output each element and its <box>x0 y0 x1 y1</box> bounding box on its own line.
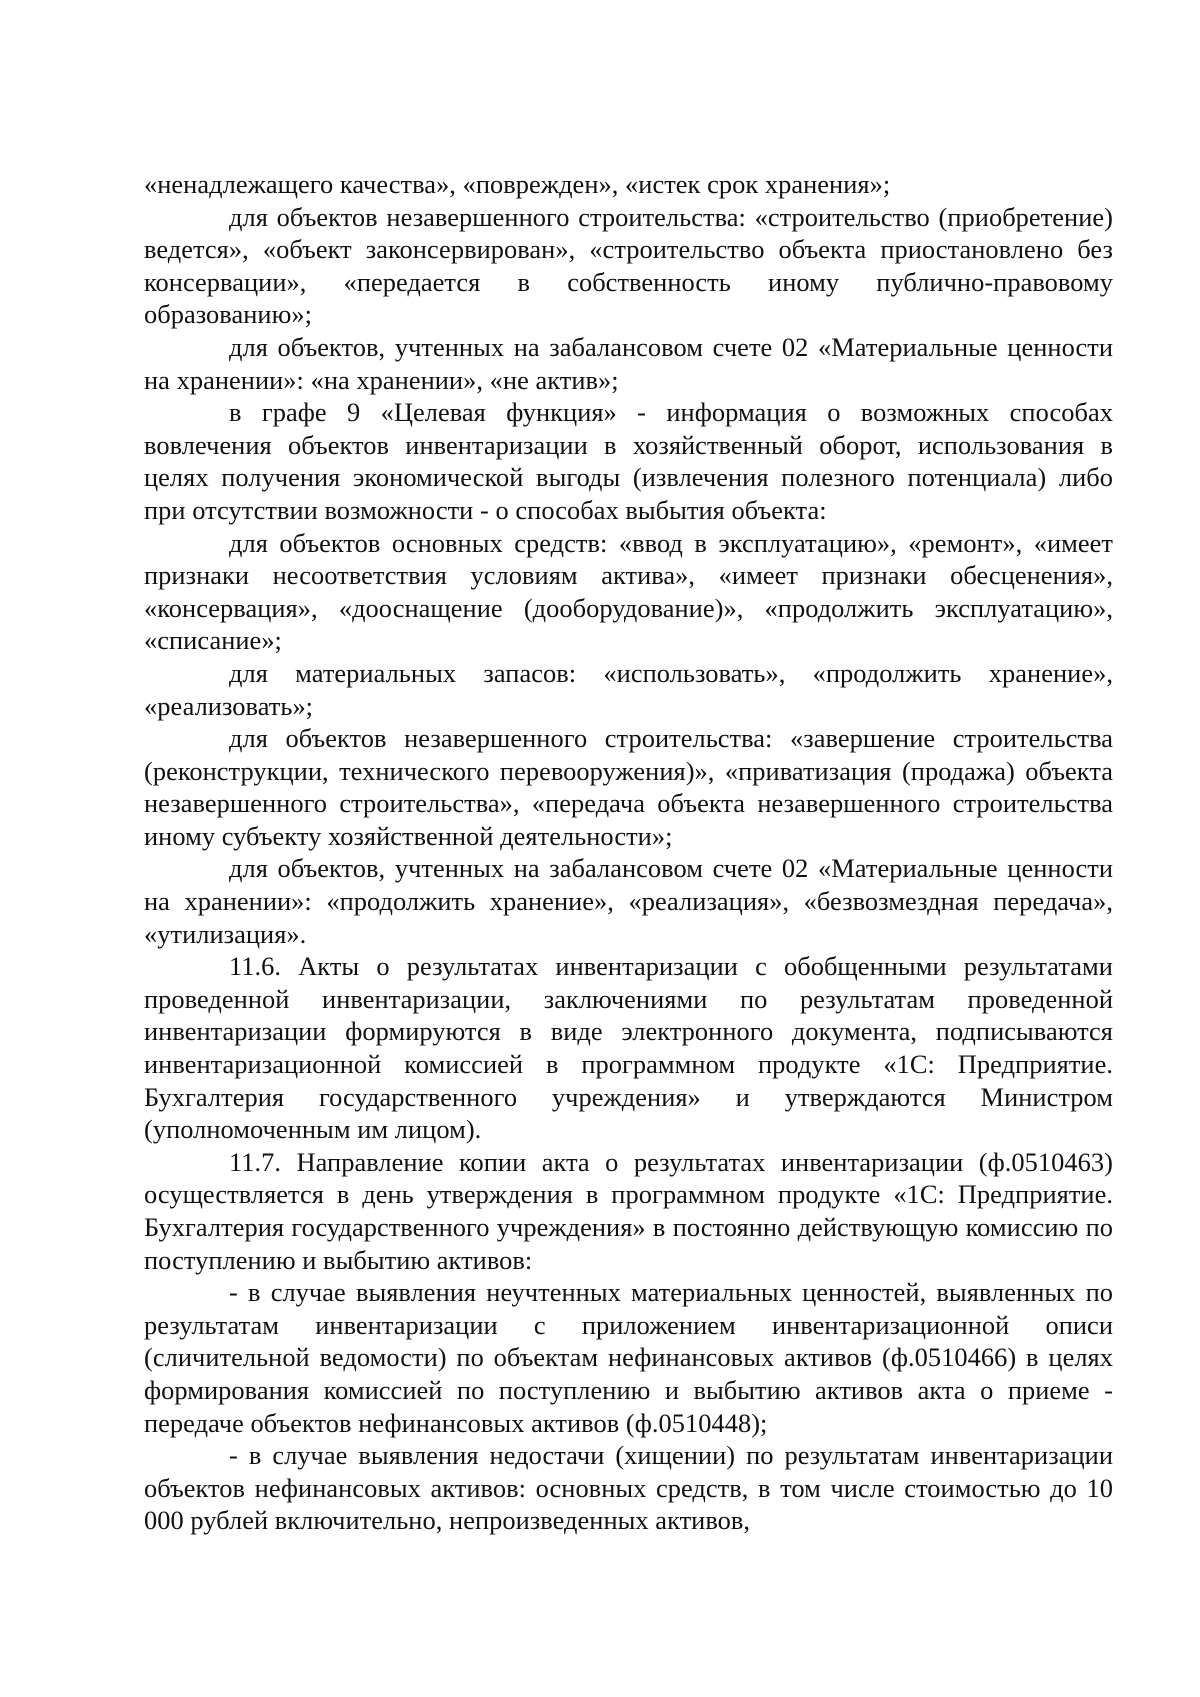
paragraph-2: для объектов незавершенного строительства: «строительство (приобретение) ведется», «объект законсервирован», «строительство объекта приостановлено без консервации», «передается в собственность иному публично-правовому образованию»; <box>144 201 1113 330</box>
paragraph-8: для объектов, учтенных на забалансовом счете 02 «Материальные ценности на хранении»: «продолжить хранение», «реализация», «безвозмездная передача», «утилизация». <box>144 853 1113 949</box>
paragraph-4: в графе 9 «Целевая функция» - информация о возможных способах вовлечения объектов инвентаризации в хозяйственный оборот, использования в целях получения экономической выгоды (извлечения полезного потенциала) либо при отсутствии возможности - о способах выбытия объекта: <box>144 397 1113 525</box>
paragraph-1: «ненадлежащего качества», «поврежден», «истек срок хранения»; <box>144 169 891 199</box>
paragraph-11: - в случае выявления неучтенных материальных ценностей, выявленных по результатам инвентаризации с приложением инвентаризационной описи (сличительной ведомости) по объектам нефинансовых активов (ф.0510466) в целях формирования комиссией по поступлению и выбытию активов акта о приеме - передаче объектов нефинансовых активов (ф.0510448); <box>144 1277 1113 1438</box>
paragraph-5: для объектов основных средств: «ввод в эксплуатацию», «ремонт», «имеет признаки несоответствия условиям актива», «имеет признаки обесценения», «консервация», «дооснащение (дооборудование)», «продолжить эксплуатацию», «списание»; <box>144 527 1113 656</box>
paragraph-3: для объектов, учтенных на забалансовом счете 02 «Материальные ценности на хранении»: «на хранении», «не актив»; <box>144 331 1113 395</box>
paragraph-6: для материальных запасов: «использовать», «продолжить хранение», «реализовать»; <box>144 657 1113 721</box>
paragraph-12: - в случае выявления недостачи (хищении) по результатам инвентаризации объектов нефинансовых активов: основных средств, в том числе стоимостью до 10 000 рублей включительно, непроизведенных активов, <box>144 1440 1113 1536</box>
paragraph-9: 11.6. Акты о результатах инвентаризации с обобщенными результатами проведенной инвентаризации, заключениями по результатам проведенной инвентаризации формируются в виде электронного документа, подписываются инвентаризационной комиссией в программном продукте «1С: Предприятие. Бухгалтерия государственного учреждения» и утверждаются Министром (уполномоченным им лицом). <box>144 951 1113 1145</box>
paragraph-10: 11.7. Направление копии акта о результатах инвентаризации (ф.0510463) осуществляется в день утверждения в программном продукте «1С: Предприятие. Бухгалтерия государственного учреждения» в постоянно действующую комиссию по поступлению и выбытию активов: <box>144 1146 1113 1275</box>
paragraph-7: для объектов незавершенного строительства: «завершение строительства (реконструкции, технического перевооружения)», «приватизация (продажа) объекта незавершенного строительства», «передача объекта незавершенного строительства иному субъекту хозяйственной деятельности»; <box>144 723 1113 851</box>
document-page <box>144 168 1113 1537</box>
